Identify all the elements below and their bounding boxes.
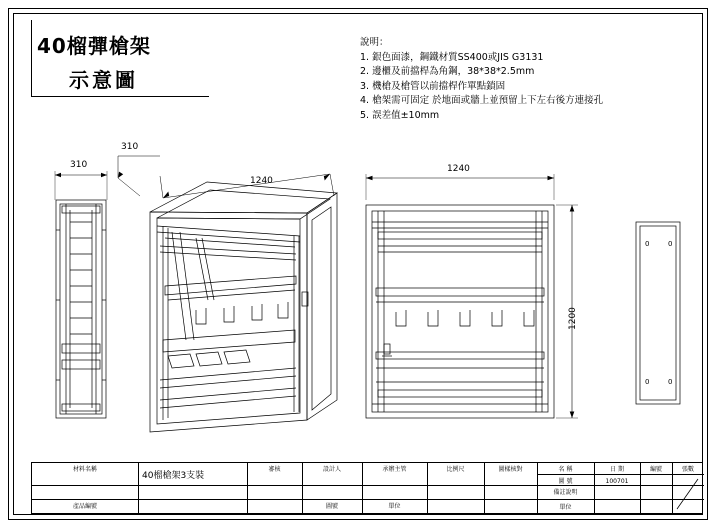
tbl-hline	[32, 499, 704, 500]
dim-front-height: 1200	[568, 307, 578, 330]
tb-header-supervisor: 承辦主管	[382, 466, 407, 473]
tb-header-drawing-check: 圖樣核對	[498, 466, 523, 473]
tb-row-unit: 單位	[559, 504, 572, 511]
tb-label-product-no: 產品編號	[72, 503, 97, 510]
tb-product-name: 40榴槍架3支裝	[142, 471, 205, 481]
dim-front-width: 1240	[447, 164, 470, 174]
plate-hole-mark: 0	[645, 240, 650, 248]
title-block-table	[31, 462, 703, 514]
tb-header-date: 日 期	[610, 466, 624, 473]
tb-header-number: 編號	[649, 466, 662, 473]
plate-hole-mark: 0	[668, 378, 673, 386]
plate-hole-mark: 0	[668, 240, 673, 248]
notes-block	[360, 36, 603, 123]
tb-header-name: 名 稱	[558, 466, 573, 473]
tb-row-drawing-no: 圖 號	[558, 478, 573, 485]
note-item: 5. 誤差值±10mm	[360, 109, 440, 121]
note-item: 3. 機槍及槍管以前擋桿作單點鎖固	[360, 80, 506, 92]
tb-row-dept: 單位	[388, 503, 401, 510]
dim-iso-width: 1240	[250, 176, 273, 186]
tb-header-designer: 設計人	[322, 466, 341, 473]
dim-side-width: 310	[70, 160, 88, 170]
tb-header-sheets: 張數	[681, 466, 694, 473]
plate-hole-mark: 0	[645, 378, 650, 386]
tb-value-doc-number: 100701	[605, 478, 629, 485]
tb-header-review: 審核	[268, 466, 281, 473]
tb-row-drawing-id: 圖號	[325, 503, 338, 510]
sheet-count-mark	[673, 475, 703, 514]
notes-heading: 說明：	[360, 37, 389, 48]
note-item: 4. 槍架需可固定 於地面或牆上並預留上下左右後方連接孔	[360, 95, 604, 106]
dim-iso-depth: 310	[121, 142, 139, 152]
note-item: 2. 邊櫃及前擋桿為角鋼，38*38*2.5mm	[360, 66, 535, 77]
title-main: 40榴彈槍架	[37, 34, 151, 58]
title-sub: 示意圖	[69, 68, 138, 92]
note-item: 1. 銀色面漆，鋼鐵材質SS400或JIS G3131	[360, 51, 544, 63]
tb-row-remark: 備註說明	[553, 489, 578, 496]
drawing-title	[31, 24, 211, 99]
tb-row-signature	[248, 501, 301, 503]
tb-label-material: 材料名稱	[72, 466, 97, 473]
tb-header-scale: 比例尺	[446, 466, 465, 473]
tbl-vline	[138, 463, 139, 515]
